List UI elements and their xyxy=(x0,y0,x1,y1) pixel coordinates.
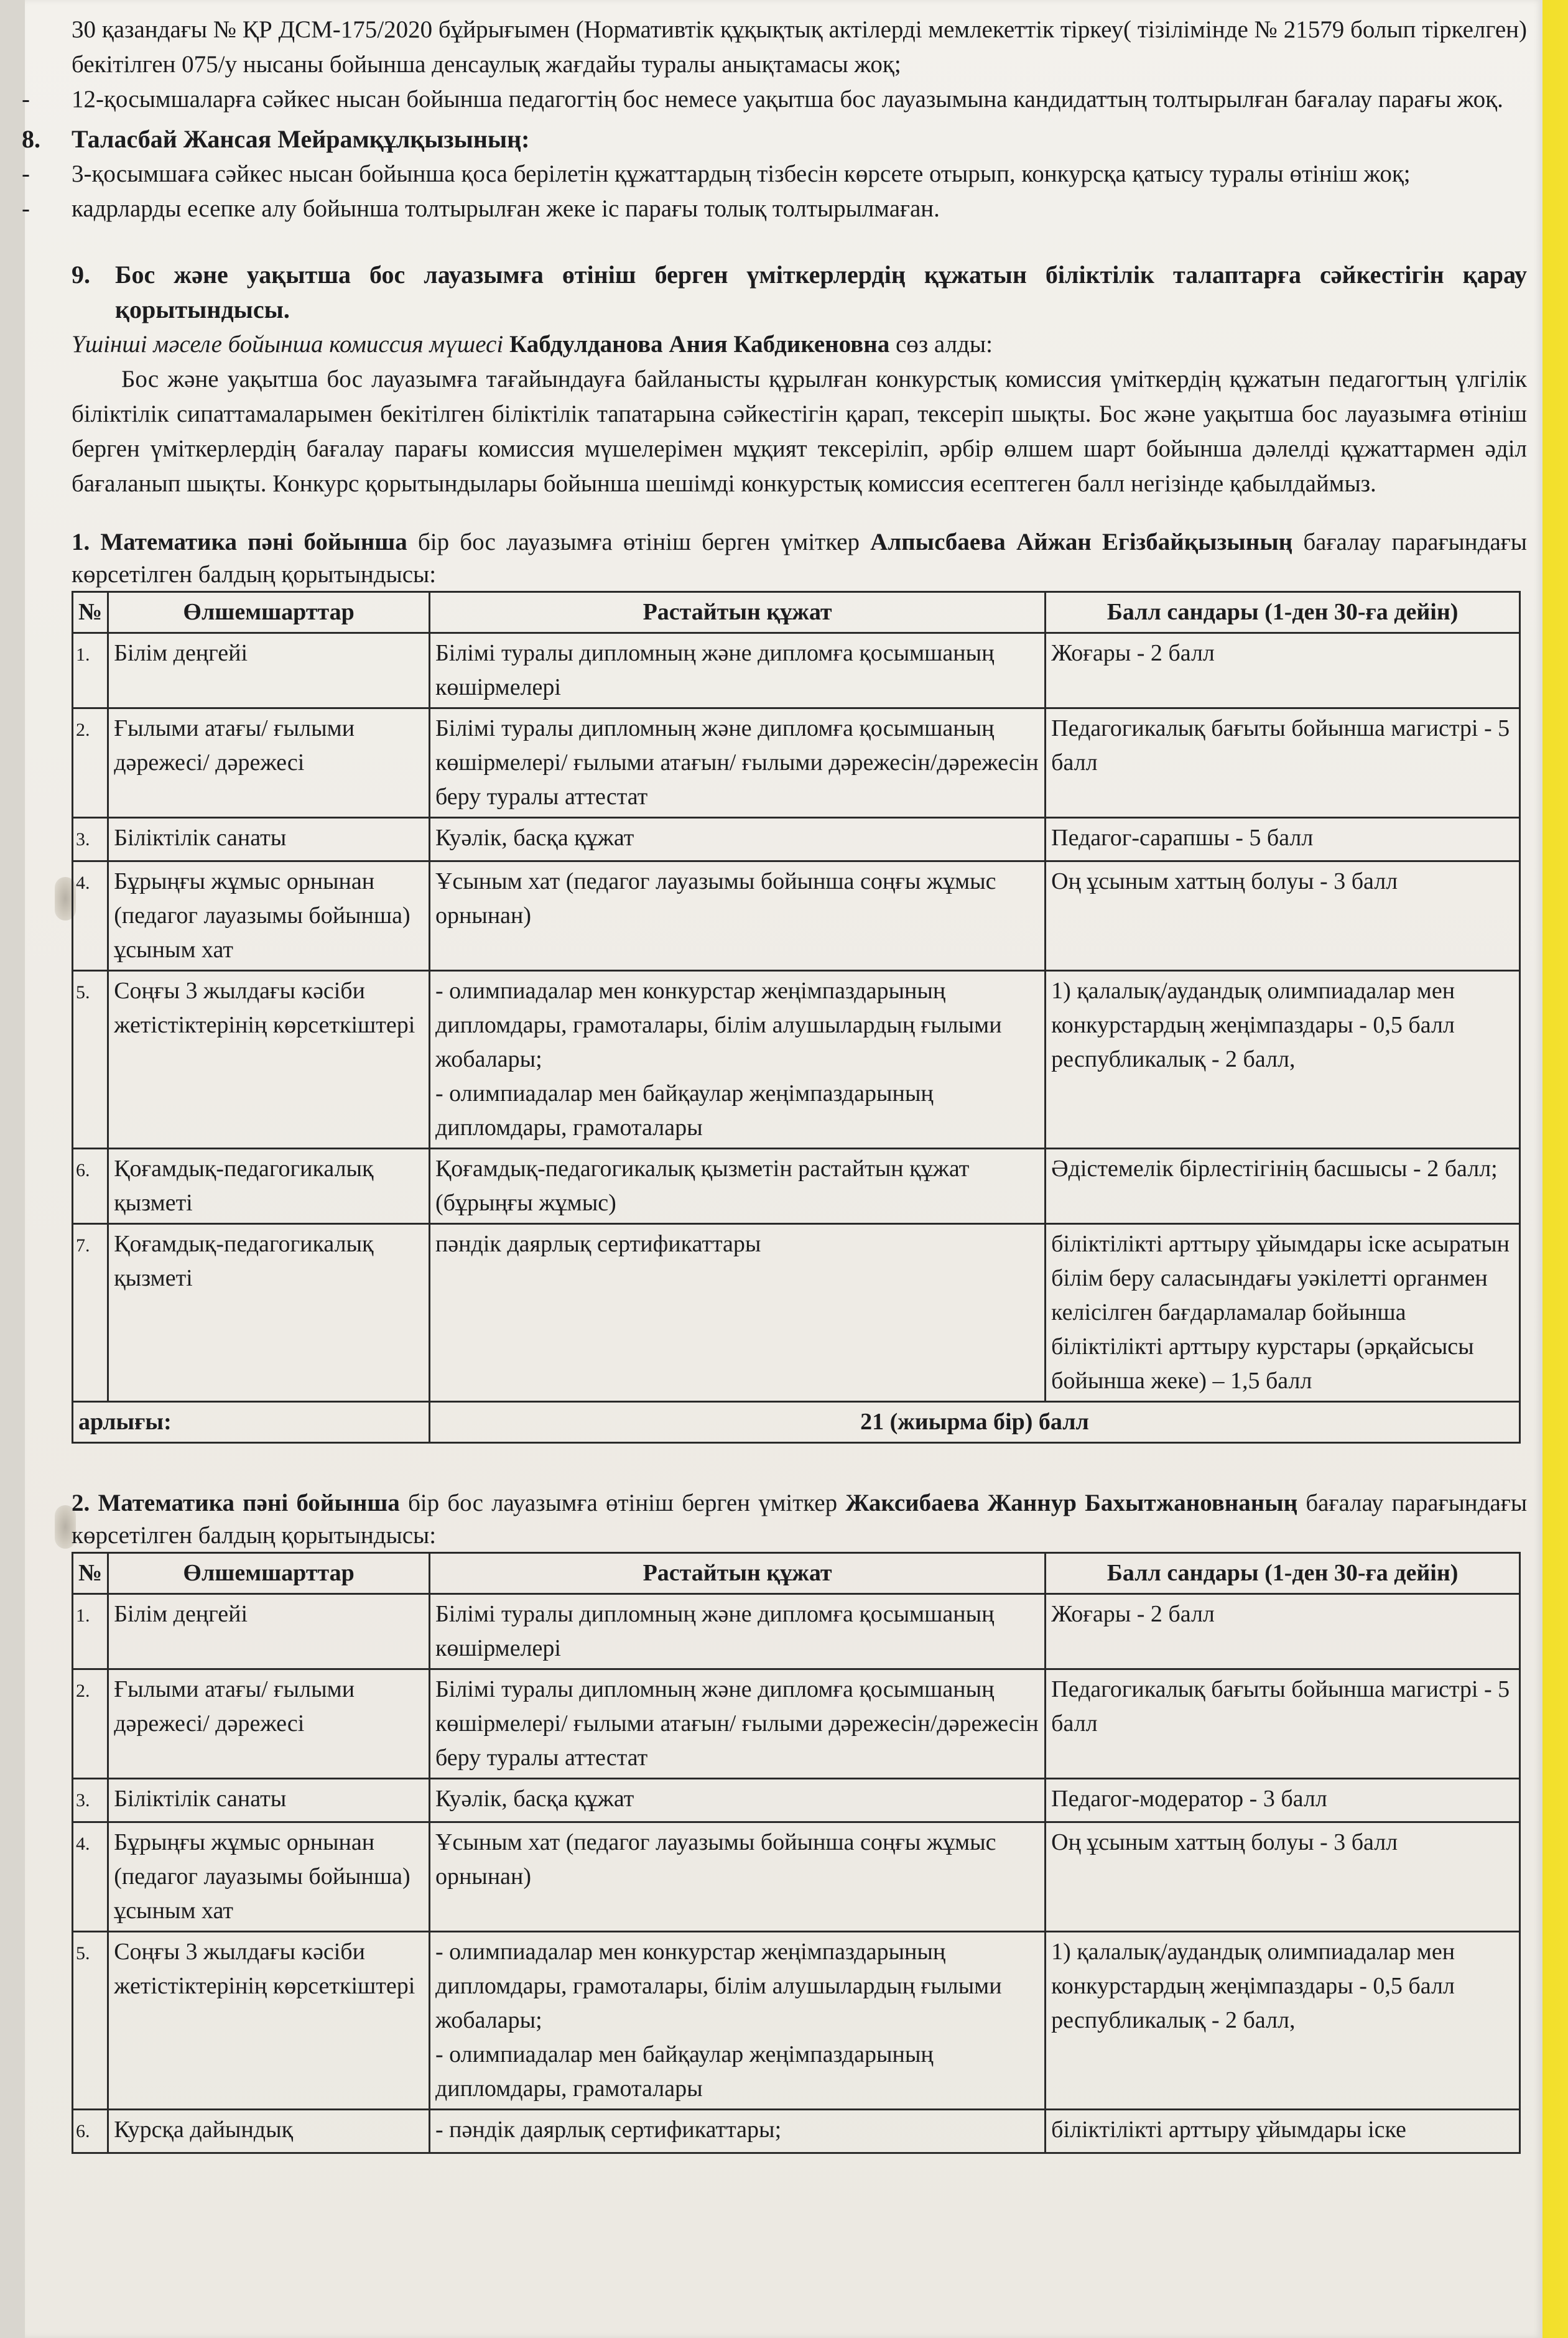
table-row xyxy=(73,1224,1520,1402)
table-header-row xyxy=(73,592,1520,633)
score-cell: біліктілікті арттыру ұйымдары іске xyxy=(1046,2110,1520,2153)
table2-title xyxy=(72,1487,1527,1552)
table-row xyxy=(73,861,1520,971)
item8-number: 8. xyxy=(22,125,40,153)
row-number: 3. xyxy=(73,818,108,861)
table1-title-end: бағалау парағындағы көрсетілген балдың қорытындысы: xyxy=(72,529,1527,588)
row-number: 7. xyxy=(73,1224,108,1402)
item8-bullet: - 3-қосымшаға сәйкес нысан бойынша қоса берілетін құжаттардың тізбесін көрсете отырып, конкурсқа қатысу туралы өтініш жоқ; xyxy=(72,157,1527,192)
row-number: 5. xyxy=(73,1932,108,2110)
score-cell: Оң ұсыным хаттың болуы - 3 балл xyxy=(1046,861,1520,971)
document-cell: - олимпиадалар мен конкурстар жеңімпаздарының дипломдары, грамоталары, білім алушылардың ғылыми жобалары; - олимпиадалар мен байқаулар жеңімпаздарының дипломдары, грамоталары xyxy=(429,1932,1045,2110)
total-label: арлығы: xyxy=(73,1402,430,1443)
header-num: № xyxy=(73,592,108,633)
row-number: 2. xyxy=(73,1669,108,1779)
score-table-2 xyxy=(72,1552,1521,2154)
item8-heading xyxy=(22,122,1527,157)
header-criterion: Өлшемшарттар xyxy=(108,592,430,633)
score-cell: Оң ұсыным хаттың болуы - 3 балл xyxy=(1046,1822,1520,1932)
header-document: Растайтын құжат xyxy=(429,592,1045,633)
score-cell: Педагог-модератор - 3 балл xyxy=(1046,1779,1520,1822)
speaker-name: Кабдулданова Ания Кабдикеновна xyxy=(509,331,890,358)
row-number: 6. xyxy=(73,1149,108,1224)
item9-number: 9. xyxy=(72,261,90,289)
document-cell: Ұсыным хат (педагог лауазымы бойынша соңғы жұмыс орнынан) xyxy=(429,1822,1045,1932)
header-num: № xyxy=(73,1553,108,1594)
score-cell: Педагогикалық бағыты бойынша магистрі - 5 балл xyxy=(1046,708,1520,818)
table1-title xyxy=(72,526,1527,591)
row-number: 6. xyxy=(73,2110,108,2153)
score-cell: біліктілікті арттыру ұйымдары іске асыратын білім беру саласындағы уәкілетті органмен келісілген бағдарламалар бойынша біліктілікті арттыру курстары (әрқайсысы бойынша жеке) – 1,5 балл xyxy=(1046,1224,1520,1402)
table1-title-num: 1. xyxy=(72,529,90,555)
row-number: 3. xyxy=(73,1779,108,1822)
document-cell: Білімі туралы дипломның және дипломға қосымшаның көшірмелері xyxy=(429,633,1045,708)
criterion-cell: Қоғамдық-педагогикалық қызметі xyxy=(108,1224,430,1402)
table-row xyxy=(73,971,1520,1149)
table2-title-subject: Математика пәні бойынша xyxy=(98,1490,400,1516)
document-cell: пәндік даярлық сертификаттары xyxy=(429,1224,1045,1402)
score-cell: Педагог-сарапшы - 5 балл xyxy=(1046,818,1520,861)
item8-name: Таласбай Жансая Мейрамқұлқызының: xyxy=(72,125,530,153)
intro-bullet: - 12-қосымшаларға сәйкес нысан бойынша педагогтің бос немесе уақытша бос лауазымына кандидаттың толтырылған бағалау парағы жоқ. xyxy=(72,82,1527,117)
table-header-row xyxy=(73,1553,1520,1594)
header-document: Растайтын құжат xyxy=(429,1553,1045,1594)
document-cell: Білімі туралы дипломның және дипломға қосымшаның көшірмелері/ ғылыми атағын/ ғылыми дәрежесін/дәрежесін беру туралы аттестат xyxy=(429,708,1045,818)
document-cell: Куәлік, басқа құжат xyxy=(429,1779,1045,1822)
score-cell: Жоғары - 2 балл xyxy=(1046,633,1520,708)
criterion-cell: Қоғамдық-педагогикалық қызметі xyxy=(108,1149,430,1224)
total-row xyxy=(73,1402,1520,1443)
table-row xyxy=(73,818,1520,861)
document-cell: - олимпиадалар мен конкурстар жеңімпаздарының дипломдары, грамоталары, білім алушылардың ғылыми жобалары; - олимпиадалар мен байқаулар жеңімпаздарының дипломдары, грамоталары xyxy=(429,971,1045,1149)
row-number: 4. xyxy=(73,1822,108,1932)
row-number: 5. xyxy=(73,971,108,1149)
header-criterion: Өлшемшарттар xyxy=(108,1553,430,1594)
header-score: Балл сандары (1-ден 30-ға дейін) xyxy=(1046,1553,1520,1594)
criterion-cell: Біліктілік санаты xyxy=(108,1779,430,1822)
table2-title-mid: бір бос лауазымға өтініш берген үміткер xyxy=(407,1490,838,1516)
criterion-cell: Курсқа дайындық xyxy=(108,2110,430,2153)
criterion-cell: Ғылыми атағы/ ғылыми дәрежесі/ дәрежесі xyxy=(108,708,430,818)
table2-title-name: Жаксибаева Жаннур Бахытжановнаның xyxy=(845,1490,1298,1516)
table-row xyxy=(73,1932,1520,2110)
header-score: Балл сандары (1-ден 30-ға дейін) xyxy=(1046,592,1520,633)
item9-heading-text: Бос және уақытша бос лауазымға өтініш берген үміткерлердің құжатын біліктілік талаптарға сәйкестігін қарау қорытындысы. xyxy=(115,261,1527,323)
speaker-intro: Үшінші мәселе бойынша комиссия мүшесі xyxy=(72,331,504,358)
speaker-line xyxy=(72,327,1527,362)
criterion-cell: Білім деңгейі xyxy=(108,633,430,708)
criterion-cell: Соңғы 3 жылдағы кәсіби жетістіктерінің көрсеткіштері xyxy=(108,971,430,1149)
item9-paragraph: Бос және уақытша бос лауазымға тағайындауға байланысты құрылған конкурстық комиссия үміткердің құжатын педагогтың үлгілік біліктілік сипаттамаларымен бекітілген біліктілік тапатарына сәйкестігін қарап, тексеріп шықты. Бос және уақытша бос лауазымға өтініш берген үміткерлердің бағалау парағы комиссия мүшелерімен мұқият тексеріліп, әрбір өлшем шарт бойынша дәлелді құжаттармен әділ бағаланып шықты. Конкурс қорытындылары бойынша шешімді конкурстық комиссия есептеген балл негізінде қабылдаймыз. xyxy=(72,366,1527,497)
row-number: 2. xyxy=(73,708,108,818)
table-row xyxy=(73,1669,1520,1779)
row-number: 4. xyxy=(73,861,108,971)
document-cell: Білімі туралы дипломның және дипломға қосымшаның көшірмелері/ ғылыми атағын/ ғылыми дәрежесін/дәрежесін беру туралы аттестат xyxy=(429,1669,1045,1779)
document-cell: Білімі туралы дипломның және дипломға қосымшаның көшірмелері xyxy=(429,1594,1045,1669)
score-cell: 1) қалалық/аудандық олимпиадалар мен конкурстардың жеңімпаздары - 0,5 балл республикалық - 2 балл, xyxy=(1046,971,1520,1149)
criterion-cell: Соңғы 3 жылдағы кәсіби жетістіктерінің көрсеткіштері xyxy=(108,1932,430,2110)
table1-title-mid: бір бос лауазымға өтініш берген үміткер xyxy=(417,529,860,555)
score-table-1 xyxy=(72,591,1521,1444)
item9-heading xyxy=(72,257,1527,327)
table2-title-num: 2. xyxy=(72,1490,90,1516)
criterion-cell: Бұрыңғы жұмыс орнынан (педагог лауазымы бойынша) ұсыным хат xyxy=(108,861,430,971)
criterion-cell: Ғылыми атағы/ ғылыми дәрежесі/ дәрежесі xyxy=(108,1669,430,1779)
criterion-cell: Бұрыңғы жұмыс орнынан (педагог лауазымы бойынша) ұсыным хат xyxy=(108,1822,430,1932)
table2-title-end: бағалау парағындағы көрсетілген балдың қорытындысы: xyxy=(72,1490,1528,1549)
total-value: 21 (жиырма бір) балл xyxy=(429,1402,1519,1443)
score-cell: Жоғары - 2 балл xyxy=(1046,1594,1520,1669)
table-row xyxy=(73,1149,1520,1224)
document-content xyxy=(22,12,1528,2154)
table-row xyxy=(73,1594,1520,1669)
score-cell: Педагогикалық бағыты бойынша магистрі - 5 балл xyxy=(1046,1669,1520,1779)
table-row xyxy=(73,1779,1520,1822)
table1-title-subject: Математика пәні бойынша xyxy=(100,529,407,555)
criterion-cell: Білім деңгейі xyxy=(108,1594,430,1669)
intro-line: 30 қазандағы № ҚР ДСМ-175/2020 бұйрығымен (Нормативтік құқықтық актілерді мемлекеттік тіркеу( тізілімінде № 21579 болып тіркелген) бекітілген 075/у нысаны бойынша денсаулық жағдайы туралы анықтамасы жоқ; xyxy=(72,16,1527,78)
score-cell: Әдістемелік бірлестігінің басшысы - 2 балл; xyxy=(1046,1149,1520,1224)
row-number: 1. xyxy=(73,633,108,708)
speaker-outro: сөз алды: xyxy=(895,331,993,358)
table-row xyxy=(73,708,1520,818)
table1-title-name: Алпысбаева Айжан Егізбайқызының xyxy=(870,529,1293,555)
document-cell: Қоғамдық-педагогикалық қызметін растайтын құжат (бұрыңғы жұмыс) xyxy=(429,1149,1045,1224)
document-cell: Куәлік, басқа құжат xyxy=(429,818,1045,861)
score-cell: 1) қалалық/аудандық олимпиадалар мен конкурстардың жеңімпаздары - 0,5 балл республикалық - 2 балл, xyxy=(1046,1932,1520,2110)
document-page xyxy=(22,0,1542,2338)
table-row xyxy=(73,633,1520,708)
document-cell: - пәндік даярлық сертификаттары; xyxy=(429,2110,1045,2153)
row-number: 1. xyxy=(73,1594,108,1669)
item8-bullet: - кадрларды есепке алу бойынша толтырылған жеке іс парағы толық толтырылмаған. xyxy=(72,192,1527,226)
table-row xyxy=(73,2110,1520,2153)
criterion-cell: Біліктілік санаты xyxy=(108,818,430,861)
document-cell: Ұсыным хат (педагог лауазымы бойынша соңғы жұмыс орнынан) xyxy=(429,861,1045,971)
table-row xyxy=(73,1822,1520,1932)
